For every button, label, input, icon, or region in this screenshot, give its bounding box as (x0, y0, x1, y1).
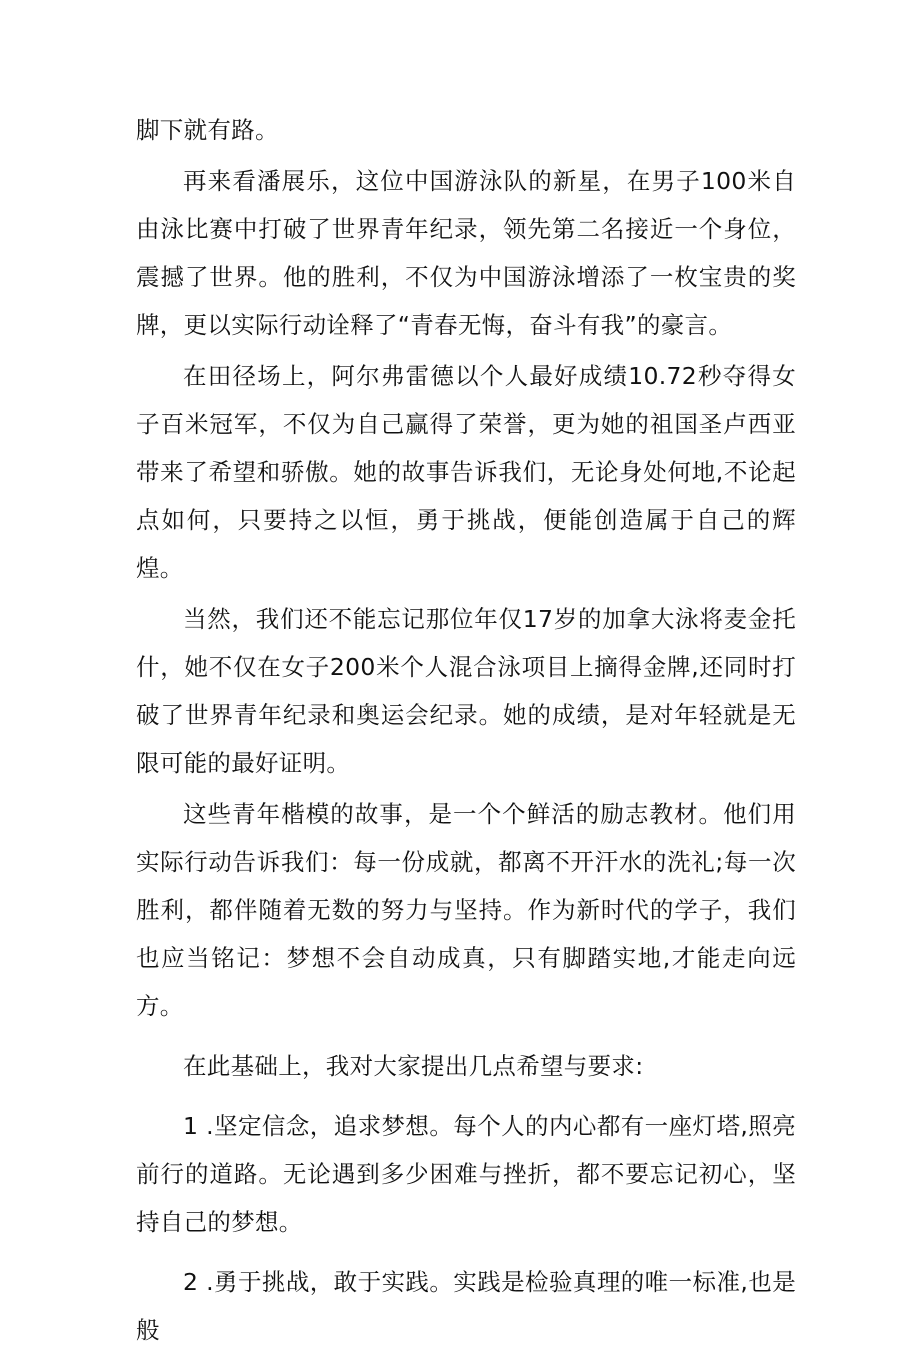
list-item-2: 2 .勇于挑战，敢于实践。实践是检验真理的唯一标准,也是般 (136, 1268, 796, 1344)
paragraph-expectations-intro: 在此基础上，我对大家提出几点希望与要求: (183, 1052, 644, 1080)
document-body (136, 106, 796, 1357)
paragraph-continuation: 脚下就有路。 (136, 116, 279, 144)
paragraph-alfred: 在田径场上，阿尔弗雷德以个人最好成绩10.72秒夺得女子百米冠军，不仅为自己赢得了荣誉，更为她的祖国圣卢西亚带来了希望和骄傲。她的故事告诉我们，无论身处何地,不论起点如何，只要持之以恒，勇于挑战，便能创造属于自己的辉煌。 (136, 362, 796, 582)
paragraph-role-models: 这些青年楷模的故事，是一个个鲜活的励志教材。他们用实际行动告诉我们：每一份成就，都离不开汗水的洗礼;每一次胜利，都伴随着无数的努力与坚持。作为新时代的学子，我们也应当铭记：梦想不会自动成真，只有脚踏实地,才能走向远方。 (136, 800, 796, 1020)
paragraph-pan-zhanle: 再来看潘展乐，这位中国游泳队的新星，在男子100米自由泳比赛中打破了世界青年纪录，领先第二名接近一个身位，震撼了世界。他的胜利，不仅为中国游泳增添了一枚宝贵的奖牌，更以实际行动诠释了“青春无悔，奋斗有我”的豪言。 (136, 167, 796, 339)
paragraph-mcintosh: 当然，我们还不能忘记那位年仅17岁的加拿大泳将麦金托什，她不仅在女子200米个人混合泳项目上摘得金牌,还同时打破了世界青年纪录和奥运会纪录。她的成绩，是对年轻就是无限可能的最好证明。 (136, 605, 796, 777)
list-item-1: 1 .坚定信念，追求梦想。每个人的内心都有一座灯塔,照亮前行的道路。无论遇到多少困难与挫折，都不要忘记初心，坚持自己的梦想。 (136, 1112, 796, 1236)
